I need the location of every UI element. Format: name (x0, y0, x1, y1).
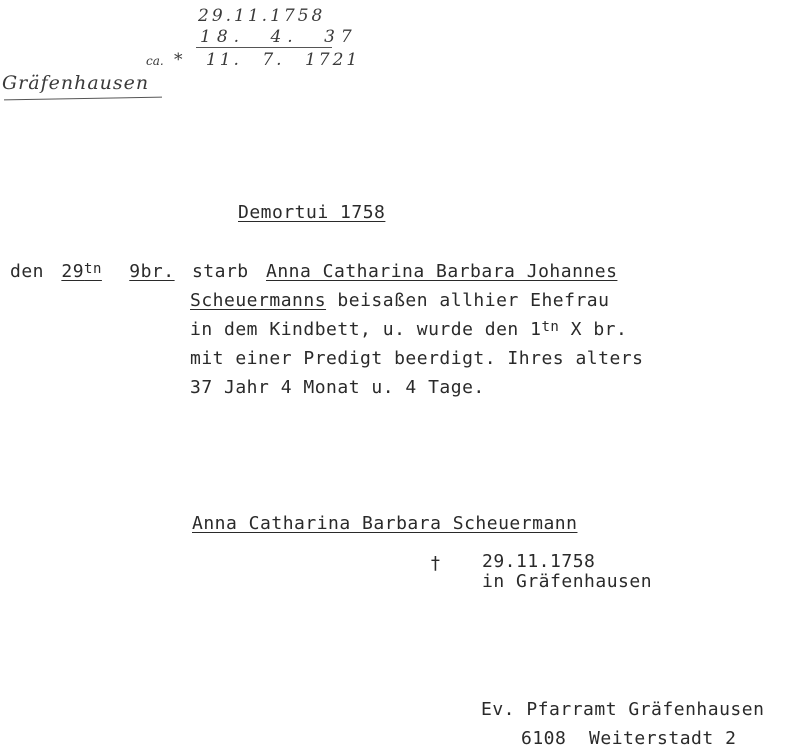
entry-line-5: 37 Jahr 4 Monat u. 4 Tage. (190, 377, 485, 398)
handwritten-date-2: 18. 4. 37 (200, 27, 358, 47)
entry-starb: starb (191, 261, 249, 282)
entry-line-4: mit einer Predigt beerdigt. Ihres alters (190, 348, 644, 369)
parish-office: Ev. Pfarramt Gräfenhausen (481, 699, 765, 720)
entry-den: den (10, 261, 45, 282)
record-title: Demortui 1758 (238, 202, 386, 223)
entry-line-1 (10, 261, 617, 282)
handwritten-prefix: ca. (146, 54, 164, 68)
parish-address: 6108 Weiterstadt 2 (521, 728, 737, 749)
entry-name: Anna Catharina Barbara Johannes (265, 261, 618, 282)
handwritten-place: Gräfenhausen (2, 72, 150, 94)
entry-line-3: in dem Kindbett, u. wurde den $1^{tn}$ X br. (190, 319, 628, 340)
death-date: 29.11.1758 (482, 551, 596, 572)
handwritten-place-underline (4, 97, 162, 101)
death-place: in Gräfenhausen (482, 571, 653, 592)
handwritten-rule (196, 47, 332, 48)
entry-line-2 (190, 290, 609, 311)
entry-line-2-rest: beisaßen allhier Ehefrau (337, 290, 610, 311)
entry-month: 9br. (129, 261, 175, 282)
entry-surname: Scheuermanns (190, 290, 327, 311)
summary-name: Anna Catharina Barbara Scheuermann (192, 513, 578, 534)
death-cross: † (430, 553, 442, 574)
handwritten-date-3: * 11. 7. 1721 (174, 50, 361, 70)
entry-day: $29^{tn}$ (61, 261, 102, 282)
handwritten-date-1: 29.11.1758 (198, 6, 326, 26)
